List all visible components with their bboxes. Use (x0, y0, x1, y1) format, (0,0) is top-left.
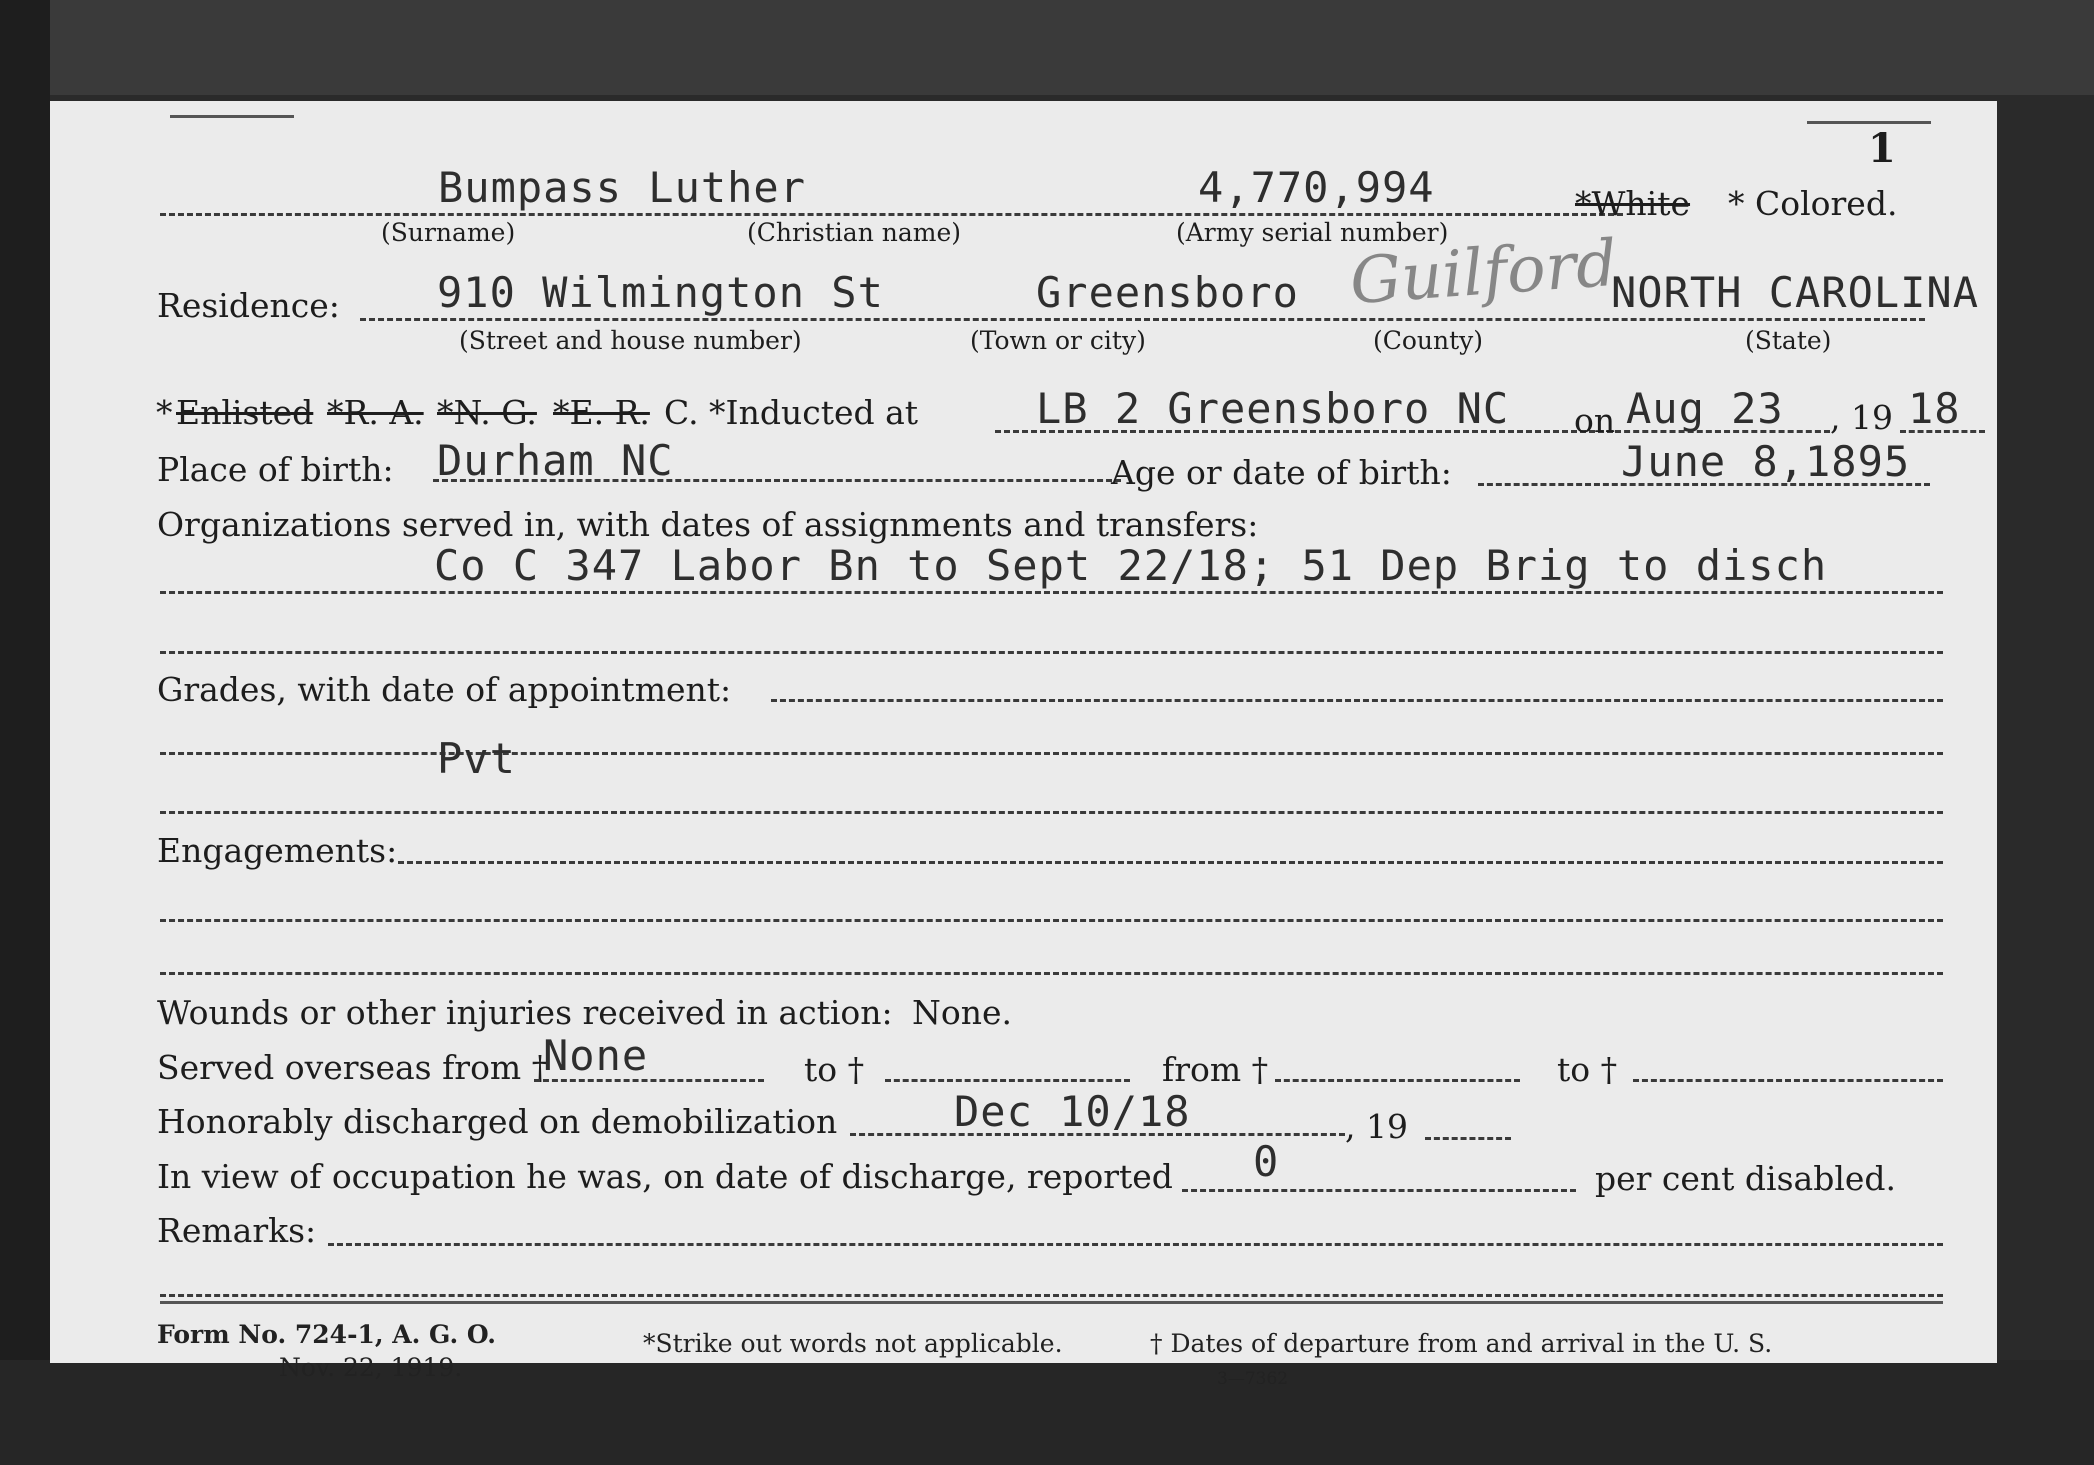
engagements-line-3 (160, 972, 1943, 975)
grades-label: Grades, with date of appointment: (157, 670, 732, 709)
race-white-struck: *White (1575, 184, 1691, 223)
residence-label: Residence: (157, 286, 340, 325)
date-of-birth: June 8,1895 (1621, 437, 1911, 486)
remarks-line-1 (328, 1243, 1943, 1246)
state-caption: (State) (1745, 326, 1832, 355)
disability-percent: 0 (1253, 1137, 1280, 1186)
surname-caption: (Surname) (381, 218, 516, 247)
overseas-to2-line (1633, 1079, 1943, 1082)
strike-out-note: *Strike out words not applicable. (643, 1329, 1063, 1358)
organizations-line-1 (160, 591, 1943, 594)
residence-county-handwritten: Guilford (1347, 226, 1620, 320)
remarks-label: Remarks: (157, 1211, 317, 1250)
induction-star: * (156, 393, 173, 432)
date-of-birth-label: Age or date of birth: (1111, 453, 1452, 492)
grade-value: Pvt (437, 734, 516, 783)
ng-struck: *N. G. (437, 393, 537, 432)
soldier-name: Bumpass Luther (438, 163, 807, 212)
christian-name-caption: (Christian name) (747, 218, 962, 247)
disability-suffix: per cent disabled. (1595, 1159, 1897, 1198)
induction-year-prefix: , 19 (1830, 398, 1893, 437)
street-caption: (Street and house number) (459, 326, 802, 355)
organizations-line-2 (160, 651, 1943, 654)
grades-line-2 (160, 752, 1943, 755)
wounds-value: None. (912, 993, 1013, 1032)
form-date: Nov. 22, 1919. (279, 1353, 463, 1382)
inducted-at-place: LB 2 Greensboro NC (1036, 384, 1510, 433)
on-label: on (1574, 401, 1616, 440)
discharge-date: Dec 10/18 (954, 1087, 1191, 1136)
service-record-card (50, 101, 1997, 1389)
organizations-label: Organizations served in, with dates of assignments and transfers: (157, 505, 1259, 544)
residence-line (360, 318, 1925, 321)
organizations-served: Co C 347 Labor Bn to Sept 22/18; 51 Dep Brig to disch (434, 541, 1828, 590)
county-caption: (County) (1373, 326, 1484, 355)
scan-background-left (0, 0, 50, 1465)
enlisted-struck: Enlisted (176, 393, 314, 432)
inducted-at-label: C. *Inducted at (664, 393, 919, 432)
place-of-birth-label: Place of birth: (157, 450, 394, 489)
residence-town: Greensboro (1036, 268, 1299, 317)
discharge-label: Honorably discharged on demobilization (157, 1102, 838, 1141)
served-overseas-value: None (543, 1031, 649, 1080)
dates-dagger-note: † Dates of departure from and arrival in the U. S. (1150, 1329, 1773, 1358)
disability-label: In view of occupation he was, on date of discharge, reported (157, 1157, 1173, 1196)
discharge-year-line (1425, 1137, 1511, 1140)
disability-line (1182, 1189, 1576, 1192)
induction-year: 18 (1908, 384, 1961, 433)
overseas-to-line (885, 1079, 1130, 1082)
overseas-from2-line (1275, 1079, 1520, 1082)
overseas-from2-label: from † (1162, 1050, 1269, 1089)
overseas-to2-label: to † (1557, 1050, 1618, 1089)
grades-line-3 (160, 811, 1943, 814)
wounds-label: Wounds or other injuries received in action: (157, 993, 893, 1032)
engagements-line-1 (398, 861, 1943, 864)
residence-street: 910 Wilmington St (437, 268, 884, 317)
discharge-year-prefix: , 19 (1345, 1107, 1408, 1146)
corner-rule-right (1807, 121, 1931, 124)
place-of-birth: Durham NC (437, 436, 674, 485)
overseas-to-label: to † (804, 1050, 865, 1089)
remarks-line-2 (160, 1294, 1943, 1297)
footer-rule (160, 1301, 1943, 1304)
er-struck: *E. R. (553, 393, 650, 432)
induction-date: Aug 23 (1626, 384, 1784, 433)
engagements-line-2 (160, 919, 1943, 922)
form-number: Form No. 724-1, A. G. O. (157, 1320, 496, 1349)
scan-background-top (0, 0, 2094, 95)
corner-rule-left (170, 115, 294, 118)
grades-line-1 (771, 699, 1943, 702)
town-caption: (Town or city) (970, 326, 1146, 355)
name-line (160, 213, 1623, 216)
print-code: 3—7362 (1217, 1369, 1289, 1389)
army-serial-number: 4,770,994 (1198, 163, 1435, 212)
serial-caption: (Army serial number) (1176, 218, 1449, 247)
ra-struck: *R. A. (327, 393, 424, 432)
race-colored: * Colored. (1728, 184, 1898, 223)
card-number: 1 (1868, 125, 1896, 172)
served-overseas-label: Served overseas from † (157, 1048, 549, 1087)
engagements-label: Engagements: (157, 831, 398, 870)
residence-state: NORTH CAROLINA (1611, 268, 1980, 317)
